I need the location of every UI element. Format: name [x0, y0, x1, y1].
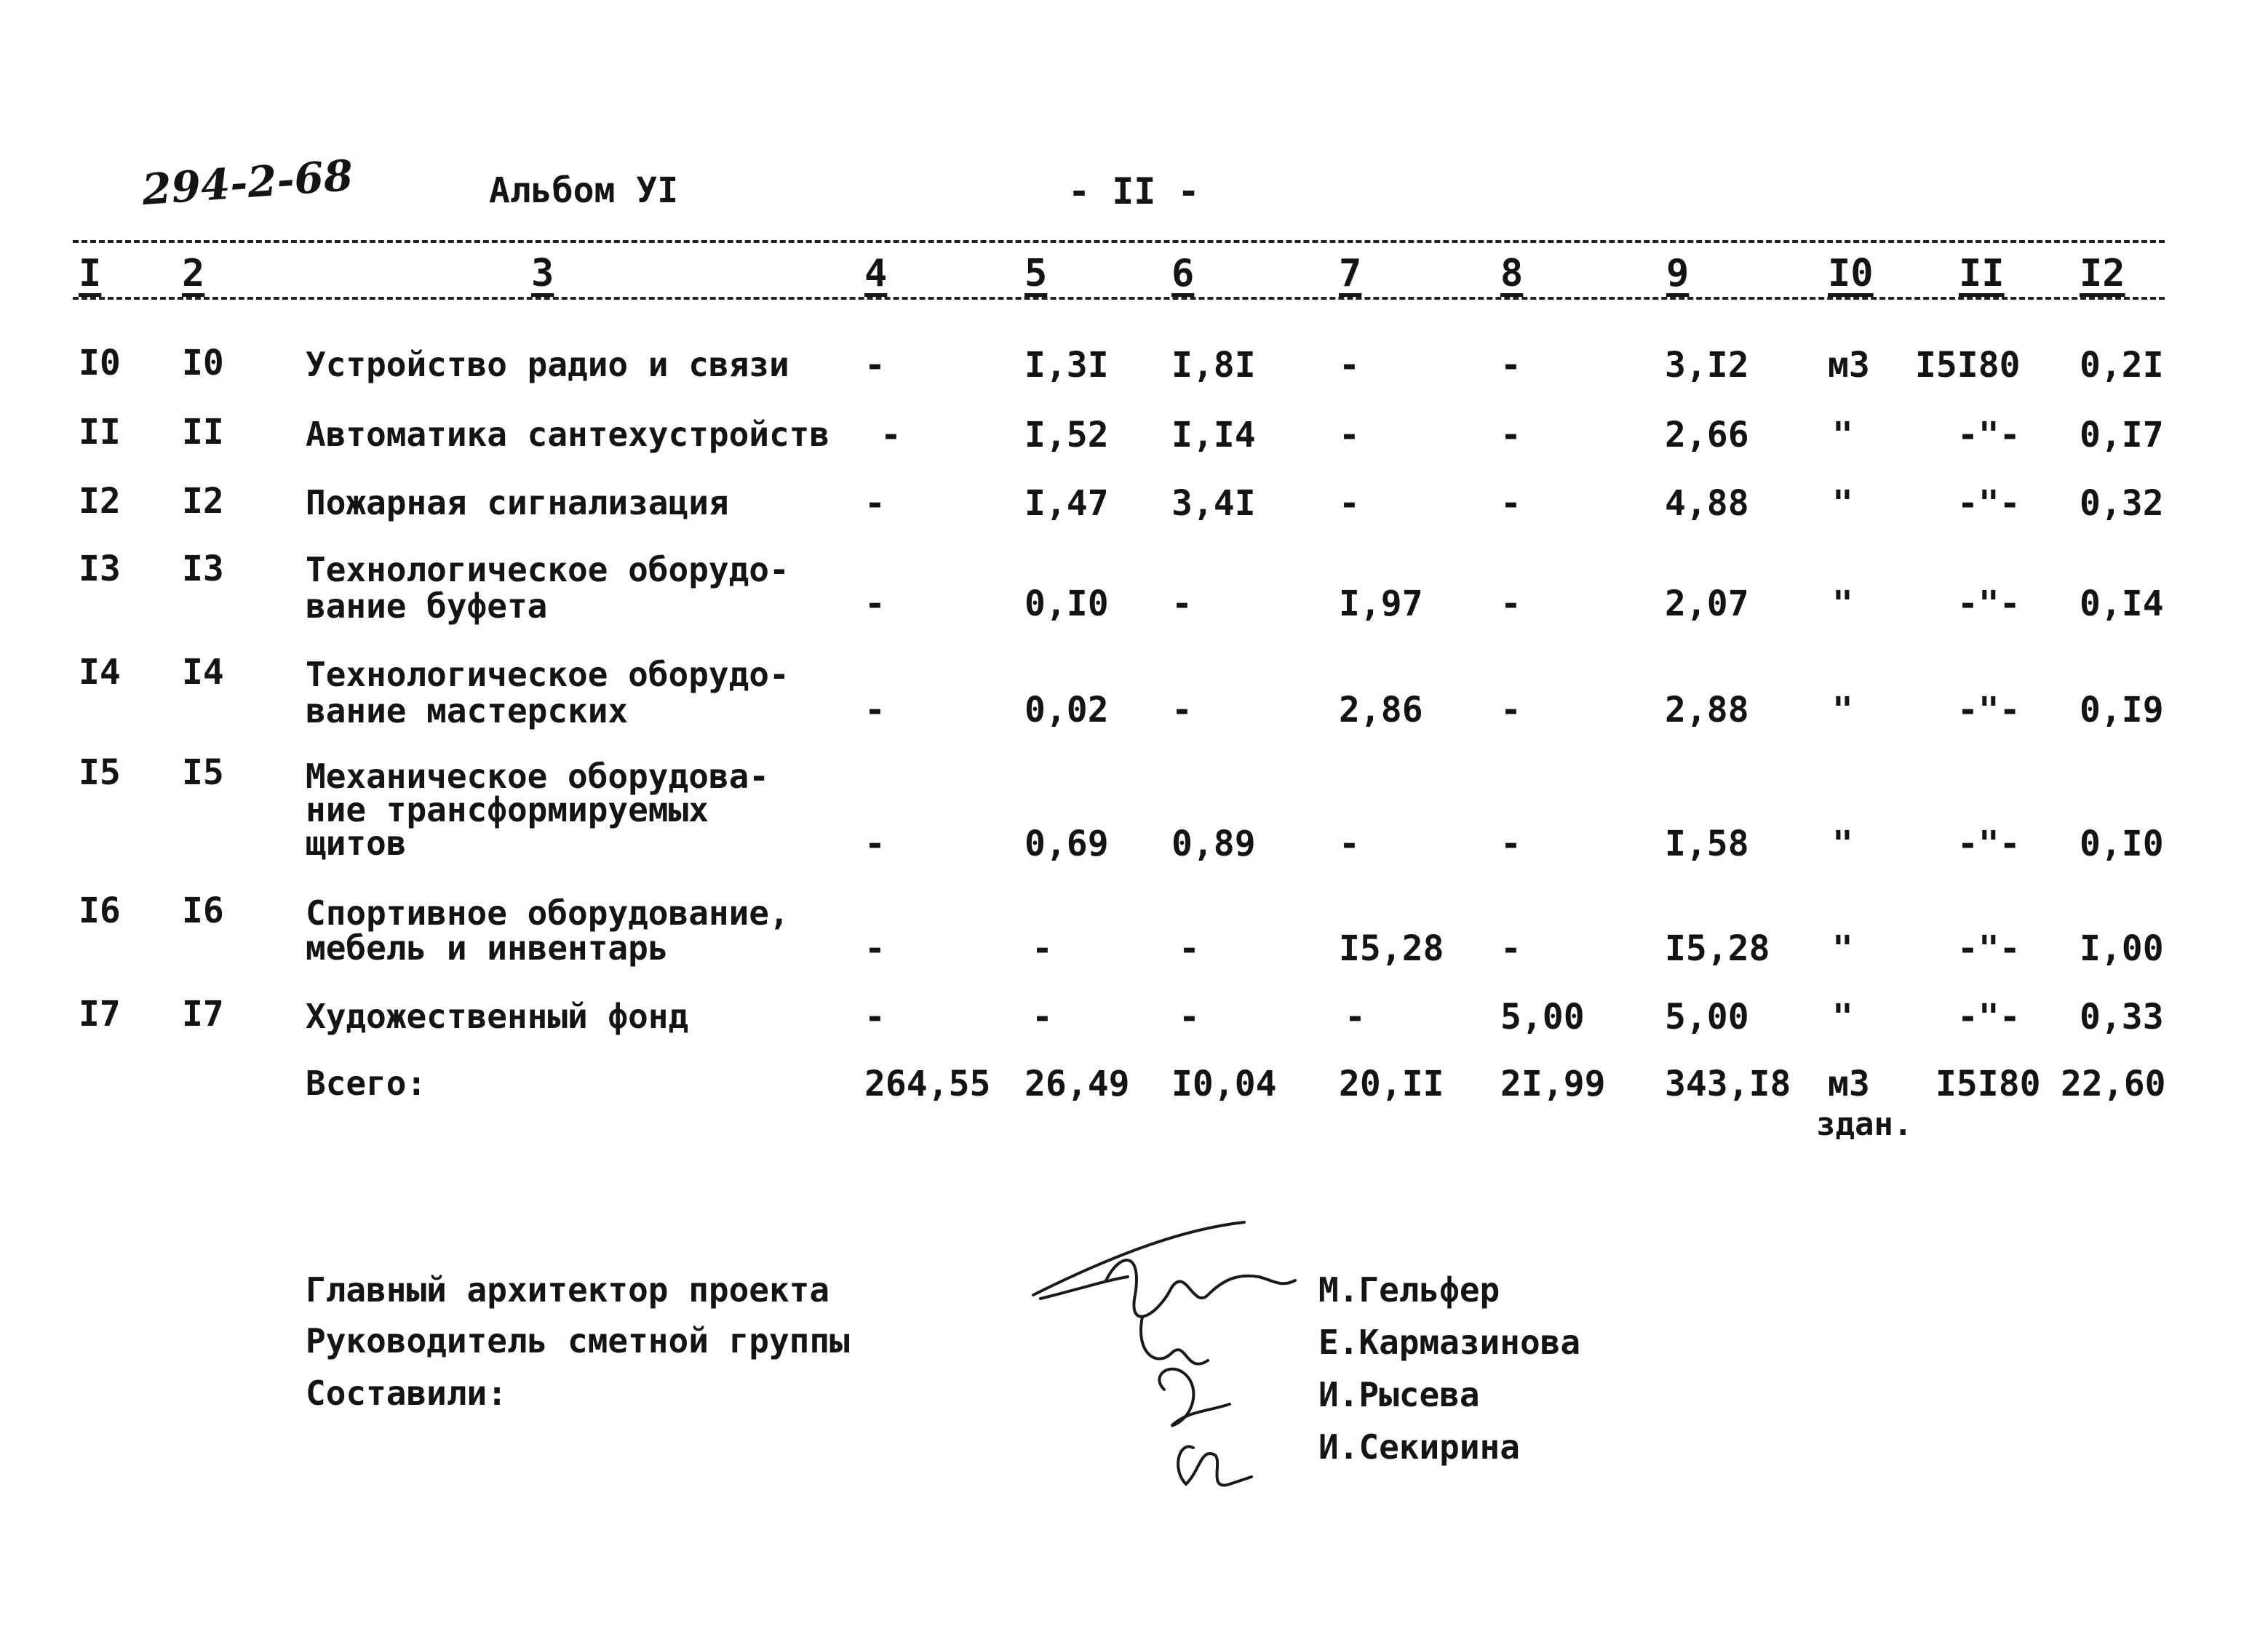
cell-col9: 5,00 — [1665, 997, 1749, 1037]
item-name-line: Технологическое оборудо- — [306, 550, 789, 589]
row-number-2: II — [182, 412, 224, 453]
total-col4: 264,55 — [864, 1064, 991, 1104]
cell-unit: " — [1832, 583, 1853, 624]
cell-col4: - — [864, 824, 886, 864]
cell-unit: " — [1832, 690, 1853, 730]
item-name-line: Устройство радио и связи — [306, 345, 789, 384]
item-name-line: ние трансформируемых — [306, 790, 709, 829]
cell-col11: -"- — [1957, 483, 2021, 524]
row-number: I5 — [79, 752, 121, 793]
cell-col6: 3,4I — [1171, 483, 1256, 524]
total-col5: 26,49 — [1024, 1064, 1130, 1104]
item-name-line: вание мастерских — [306, 691, 629, 730]
signer-name: И.Рысева — [1318, 1375, 1480, 1414]
row-number: I2 — [79, 481, 121, 522]
cell-col5: 0,69 — [1024, 824, 1109, 864]
cell-col11: -"- — [1957, 583, 2021, 624]
signer-role: Главный архитектор проекта — [306, 1270, 830, 1310]
cell-col12: 0,I9 — [2080, 690, 2164, 730]
signer-role: Составили: — [306, 1374, 507, 1413]
cell-col5: I,47 — [1024, 483, 1109, 524]
cell-col8: - — [1500, 824, 1521, 864]
column-number: I0 — [1828, 252, 1874, 295]
item-name-line: вание буфета — [306, 586, 548, 626]
column-number: I — [79, 252, 102, 295]
cell-col12: 0,2I — [2080, 345, 2164, 386]
cell-col7: - — [1339, 345, 1360, 386]
cell-col7: I5,28 — [1339, 928, 1444, 969]
signer-name: Е.Кармазинова — [1318, 1323, 1581, 1362]
cell-col6: - — [1179, 997, 1200, 1037]
table-header-rule — [73, 297, 2165, 300]
total-col9: 343,I8 — [1665, 1064, 1791, 1104]
album-title: Альбом УI — [489, 170, 679, 211]
cell-col8: - — [1500, 415, 1521, 455]
total-unit: м3 — [1828, 1064, 1870, 1104]
item-name-line: Автоматика сантехустройств — [306, 415, 830, 454]
cell-col5: 0,I0 — [1024, 583, 1109, 624]
cell-col5: 0,02 — [1024, 690, 1109, 730]
cell-col9: 2,07 — [1665, 583, 1749, 624]
cell-col11: -"- — [1957, 690, 2021, 730]
cell-unit: м3 — [1828, 345, 1870, 386]
cell-col6: 0,89 — [1171, 824, 1256, 864]
signer-name: И.Секирина — [1318, 1427, 1520, 1467]
row-number-2: I5 — [182, 752, 224, 793]
cell-col6: - — [1179, 928, 1200, 969]
column-number: 6 — [1171, 252, 1195, 295]
row-number-2: I3 — [182, 549, 224, 589]
row-number: II — [79, 412, 121, 453]
column-number: 2 — [182, 252, 205, 295]
cell-col12: 0,I7 — [2080, 415, 2164, 455]
cell-col5: - — [1032, 997, 1053, 1037]
cell-col6: - — [1171, 583, 1193, 624]
cell-col9: 4,88 — [1665, 483, 1749, 524]
cell-col7: - — [1345, 997, 1366, 1037]
cell-col11: -"- — [1957, 824, 2021, 864]
cell-col5: I,52 — [1024, 415, 1109, 455]
column-number: 3 — [531, 252, 554, 295]
cell-col9: I5,28 — [1665, 928, 1770, 969]
row-number-2: I7 — [182, 994, 224, 1035]
cell-unit: " — [1832, 928, 1853, 969]
cell-col7: - — [1339, 483, 1360, 524]
column-number: I2 — [2080, 252, 2125, 295]
cell-col7: 2,86 — [1339, 690, 1423, 730]
item-name-line: щитов — [306, 824, 407, 863]
row-number-2: I6 — [182, 890, 224, 931]
column-number: 5 — [1024, 252, 1048, 295]
cell-col8: - — [1500, 483, 1521, 524]
cell-col12: 0,I4 — [2080, 583, 2164, 624]
cell-col4: - — [864, 345, 886, 386]
column-number: 9 — [1666, 252, 1690, 295]
table-top-rule — [73, 240, 2165, 243]
cell-col7: - — [1339, 415, 1360, 455]
cell-unit: " — [1832, 997, 1853, 1037]
cell-col12: 0,33 — [2080, 997, 2164, 1037]
total-col7: 20,II — [1339, 1064, 1444, 1104]
document-code: 294-2-68 — [140, 150, 355, 215]
cell-col4: - — [864, 483, 886, 524]
row-number: I7 — [79, 994, 121, 1035]
total-unit-suffix: здан. — [1816, 1106, 1913, 1143]
item-name-line: мебель и инвентарь — [306, 928, 669, 968]
cell-col5: I,3I — [1024, 345, 1109, 386]
handwritten-signatures — [1019, 1208, 1310, 1499]
cell-col11: I5I80 — [1915, 345, 2021, 386]
cell-col6: I,I4 — [1171, 415, 1256, 455]
cell-col8: - — [1500, 345, 1521, 386]
page-number: - II - — [1068, 170, 1200, 212]
cell-unit: " — [1832, 415, 1853, 455]
cell-col11: -"- — [1957, 997, 2021, 1037]
item-name-line: Механическое оборудова- — [306, 757, 769, 796]
cell-col8: - — [1500, 583, 1521, 624]
cell-col4: - — [864, 997, 886, 1037]
signer-role: Руководитель сметной группы — [306, 1321, 850, 1360]
row-number: I3 — [79, 549, 121, 589]
cell-col11: -"- — [1957, 415, 2021, 455]
row-number: I6 — [79, 890, 121, 931]
row-number-2: I0 — [182, 343, 224, 383]
total-col6: I0,04 — [1171, 1064, 1277, 1104]
cell-col11: -"- — [1957, 928, 2021, 969]
cell-col9: 2,66 — [1665, 415, 1749, 455]
cell-col7: I,97 — [1339, 583, 1423, 624]
cell-col12: I,00 — [2080, 928, 2164, 969]
total-col12: 22,60 — [2061, 1064, 2166, 1104]
total-label: Всего: — [306, 1064, 427, 1103]
total-col8: 2I,99 — [1500, 1064, 1606, 1104]
row-number: I0 — [79, 343, 121, 383]
row-number: I4 — [79, 652, 121, 693]
cell-col4: - — [864, 583, 886, 624]
cell-col4: - — [880, 415, 902, 455]
item-name-line: Пожарная сигнализация — [306, 483, 729, 522]
cell-col8: - — [1500, 928, 1521, 969]
cell-col9: 2,88 — [1665, 690, 1749, 730]
cell-unit: " — [1832, 483, 1853, 524]
cell-col4: - — [864, 928, 886, 969]
row-number-2: I4 — [182, 652, 224, 693]
total-col11: I5I80 — [1935, 1064, 2041, 1104]
cell-col6: - — [1171, 690, 1193, 730]
cell-col12: 0,32 — [2080, 483, 2164, 524]
cell-col9: 3,I2 — [1665, 345, 1749, 386]
cell-col6: I,8I — [1171, 345, 1256, 386]
cell-col9: I,58 — [1665, 824, 1749, 864]
item-name-line: Художественный фонд — [306, 997, 689, 1036]
cell-unit: " — [1832, 824, 1853, 864]
cell-col12: 0,I0 — [2080, 824, 2164, 864]
item-name-line: Спортивное оборудование, — [306, 893, 789, 933]
row-number-2: I2 — [182, 481, 224, 522]
item-name-line: Технологическое оборудо- — [306, 655, 789, 694]
cell-col7: - — [1339, 824, 1360, 864]
column-number: II — [1959, 252, 2005, 295]
cell-col4: - — [864, 690, 886, 730]
cell-col8: 5,00 — [1500, 997, 1585, 1037]
column-number: 7 — [1339, 252, 1362, 295]
cell-col5: - — [1032, 928, 1053, 969]
column-number: 4 — [864, 252, 888, 295]
signer-name: М.Гельфер — [1318, 1270, 1500, 1310]
column-number: 8 — [1500, 252, 1524, 295]
cell-col8: - — [1500, 690, 1521, 730]
